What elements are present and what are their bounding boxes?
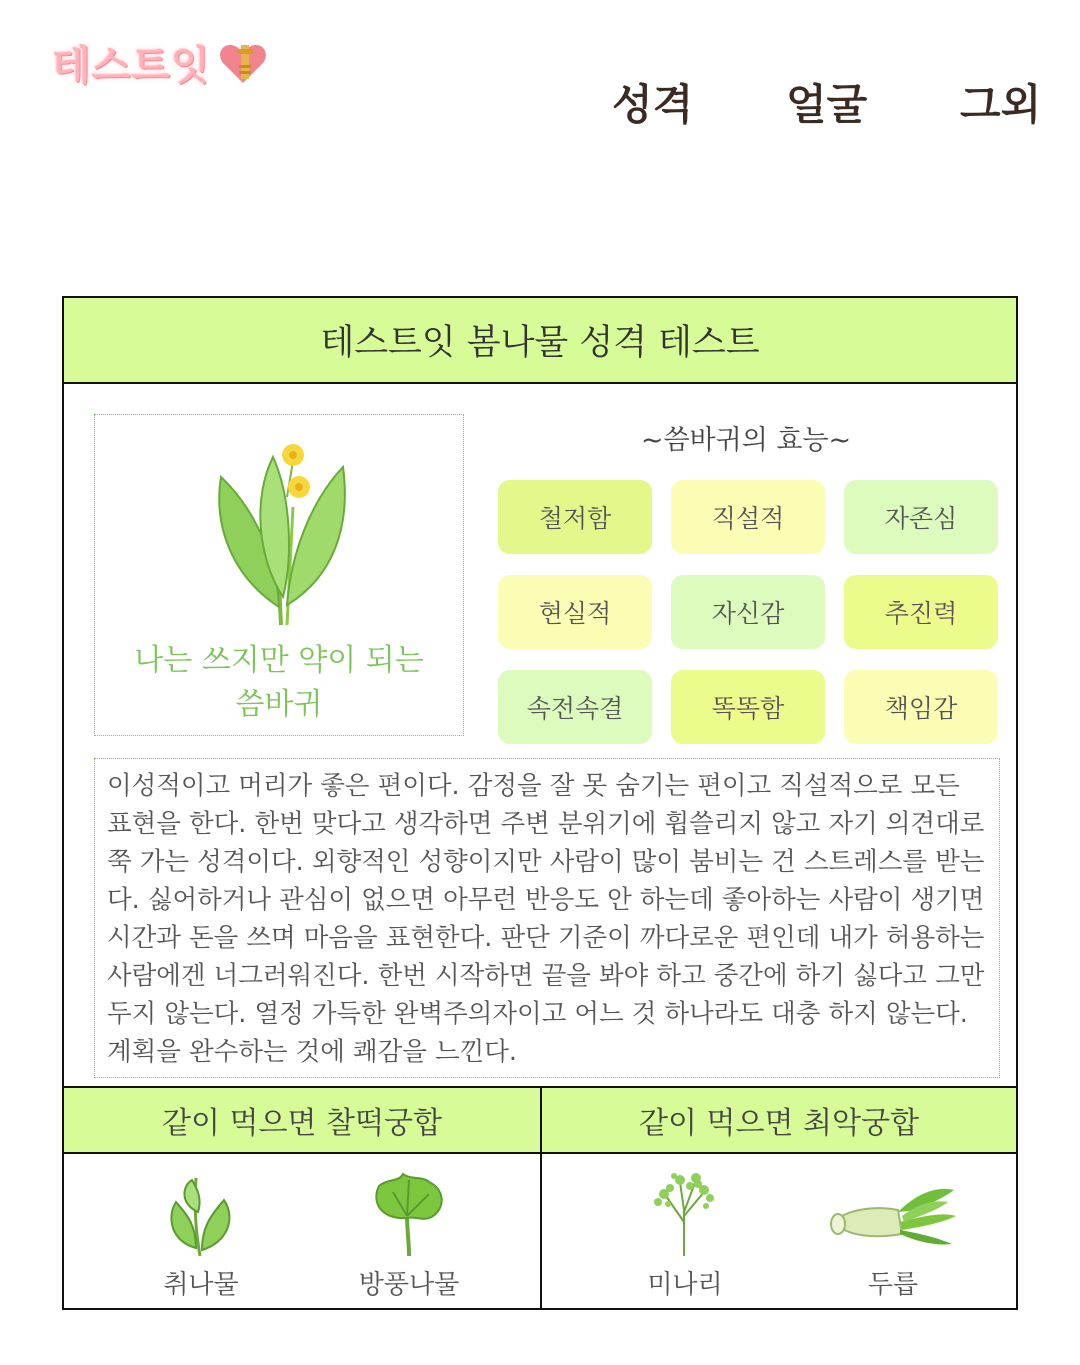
sowthistle-plant-icon xyxy=(213,437,353,627)
effect-tag: 자신감 xyxy=(671,575,825,649)
dureup-icon xyxy=(828,1172,958,1258)
worst-match-item-label: 미나리 xyxy=(647,1270,723,1300)
effects-title: ~씀바귀의 효능~ xyxy=(640,425,852,456)
result-caption-line1: 나는 쓰지만 약이 되는 xyxy=(134,643,424,678)
chwinamul-icon xyxy=(166,1172,236,1258)
result-name: 씀바귀 xyxy=(235,687,323,722)
column-divider xyxy=(540,1088,542,1310)
worst-match-item-label: 두릅 xyxy=(867,1270,919,1300)
result-card xyxy=(62,296,1018,1310)
description-text: 이성적이고 머리가 좋은 편이다. 감정을 잘 못 숨기는 편이고 직설적으로 모든 표현을 한다. 한번 맞다고 생각하면 주변 분위기에 휩쓸리지 않고 자기 의견대로 쭉 가는 성격이다. 외향적인 성향이지만 사람이 많이 붐비는 건 스트레스를 받는다. 싫어하거나 관심이 없으면 아무런 반응도 안 하는데 좋아하는 사람이 생기면 시간과 돈을 쓰며 마음을 표현한다. 판단 기준이 까다로운 편인데 내가 허용하는 사람에겐 너그러워진다. 한번 시작하면 끝을 봐야 하고 중간에 하기 싫다고 그만두지 않는다. 열정 가득한 완벽주의자이고 어느 것 하나라도 대충 하지 않는다. 계획을 완수하는 것에 쾌감을 느낀다. xyxy=(107,771,985,1067)
effect-tag: 현실적 xyxy=(498,575,652,649)
description-box xyxy=(94,758,1000,1078)
best-match-item-label: 취나물 xyxy=(163,1270,239,1300)
worst-match-header xyxy=(542,1088,1016,1154)
worst-match-item xyxy=(610,1172,760,1301)
nav-personality[interactable]: 성격 xyxy=(612,80,694,129)
best-match-header xyxy=(64,1088,540,1154)
nav-face[interactable]: 얼굴 xyxy=(786,80,868,129)
worst-match-item xyxy=(818,1172,968,1301)
logo-text: 테스트잇 xyxy=(52,43,211,89)
best-match-item-label: 방풍나물 xyxy=(358,1270,460,1300)
effect-tag: 책임감 xyxy=(844,670,998,744)
bangpung-icon xyxy=(371,1172,447,1258)
effect-tag: 추진력 xyxy=(844,575,998,649)
effect-tag: 철저함 xyxy=(498,480,652,554)
nav-etc[interactable]: 그외 xyxy=(960,80,1042,129)
best-match-item xyxy=(334,1172,484,1301)
card-header xyxy=(64,298,1016,384)
result-caption xyxy=(95,639,463,727)
best-match-item xyxy=(126,1172,276,1301)
effect-tag: 똑똑함 xyxy=(671,670,825,744)
best-match-title: 같이 먹으면 찰떡궁합 xyxy=(162,1106,442,1141)
result-plant-box xyxy=(94,414,464,736)
effect-tag: 자존심 xyxy=(844,480,998,554)
match-section xyxy=(64,1086,1016,1310)
minari-icon xyxy=(650,1172,720,1258)
effect-tag: 속전속결 xyxy=(498,670,652,744)
top-nav xyxy=(0,72,1080,128)
effect-tag: 직설적 xyxy=(671,480,825,554)
card-title: 테스트잇 봄나물 성격 테스트 xyxy=(320,323,760,363)
worst-match-title: 같이 먹으면 최악궁합 xyxy=(639,1106,919,1141)
